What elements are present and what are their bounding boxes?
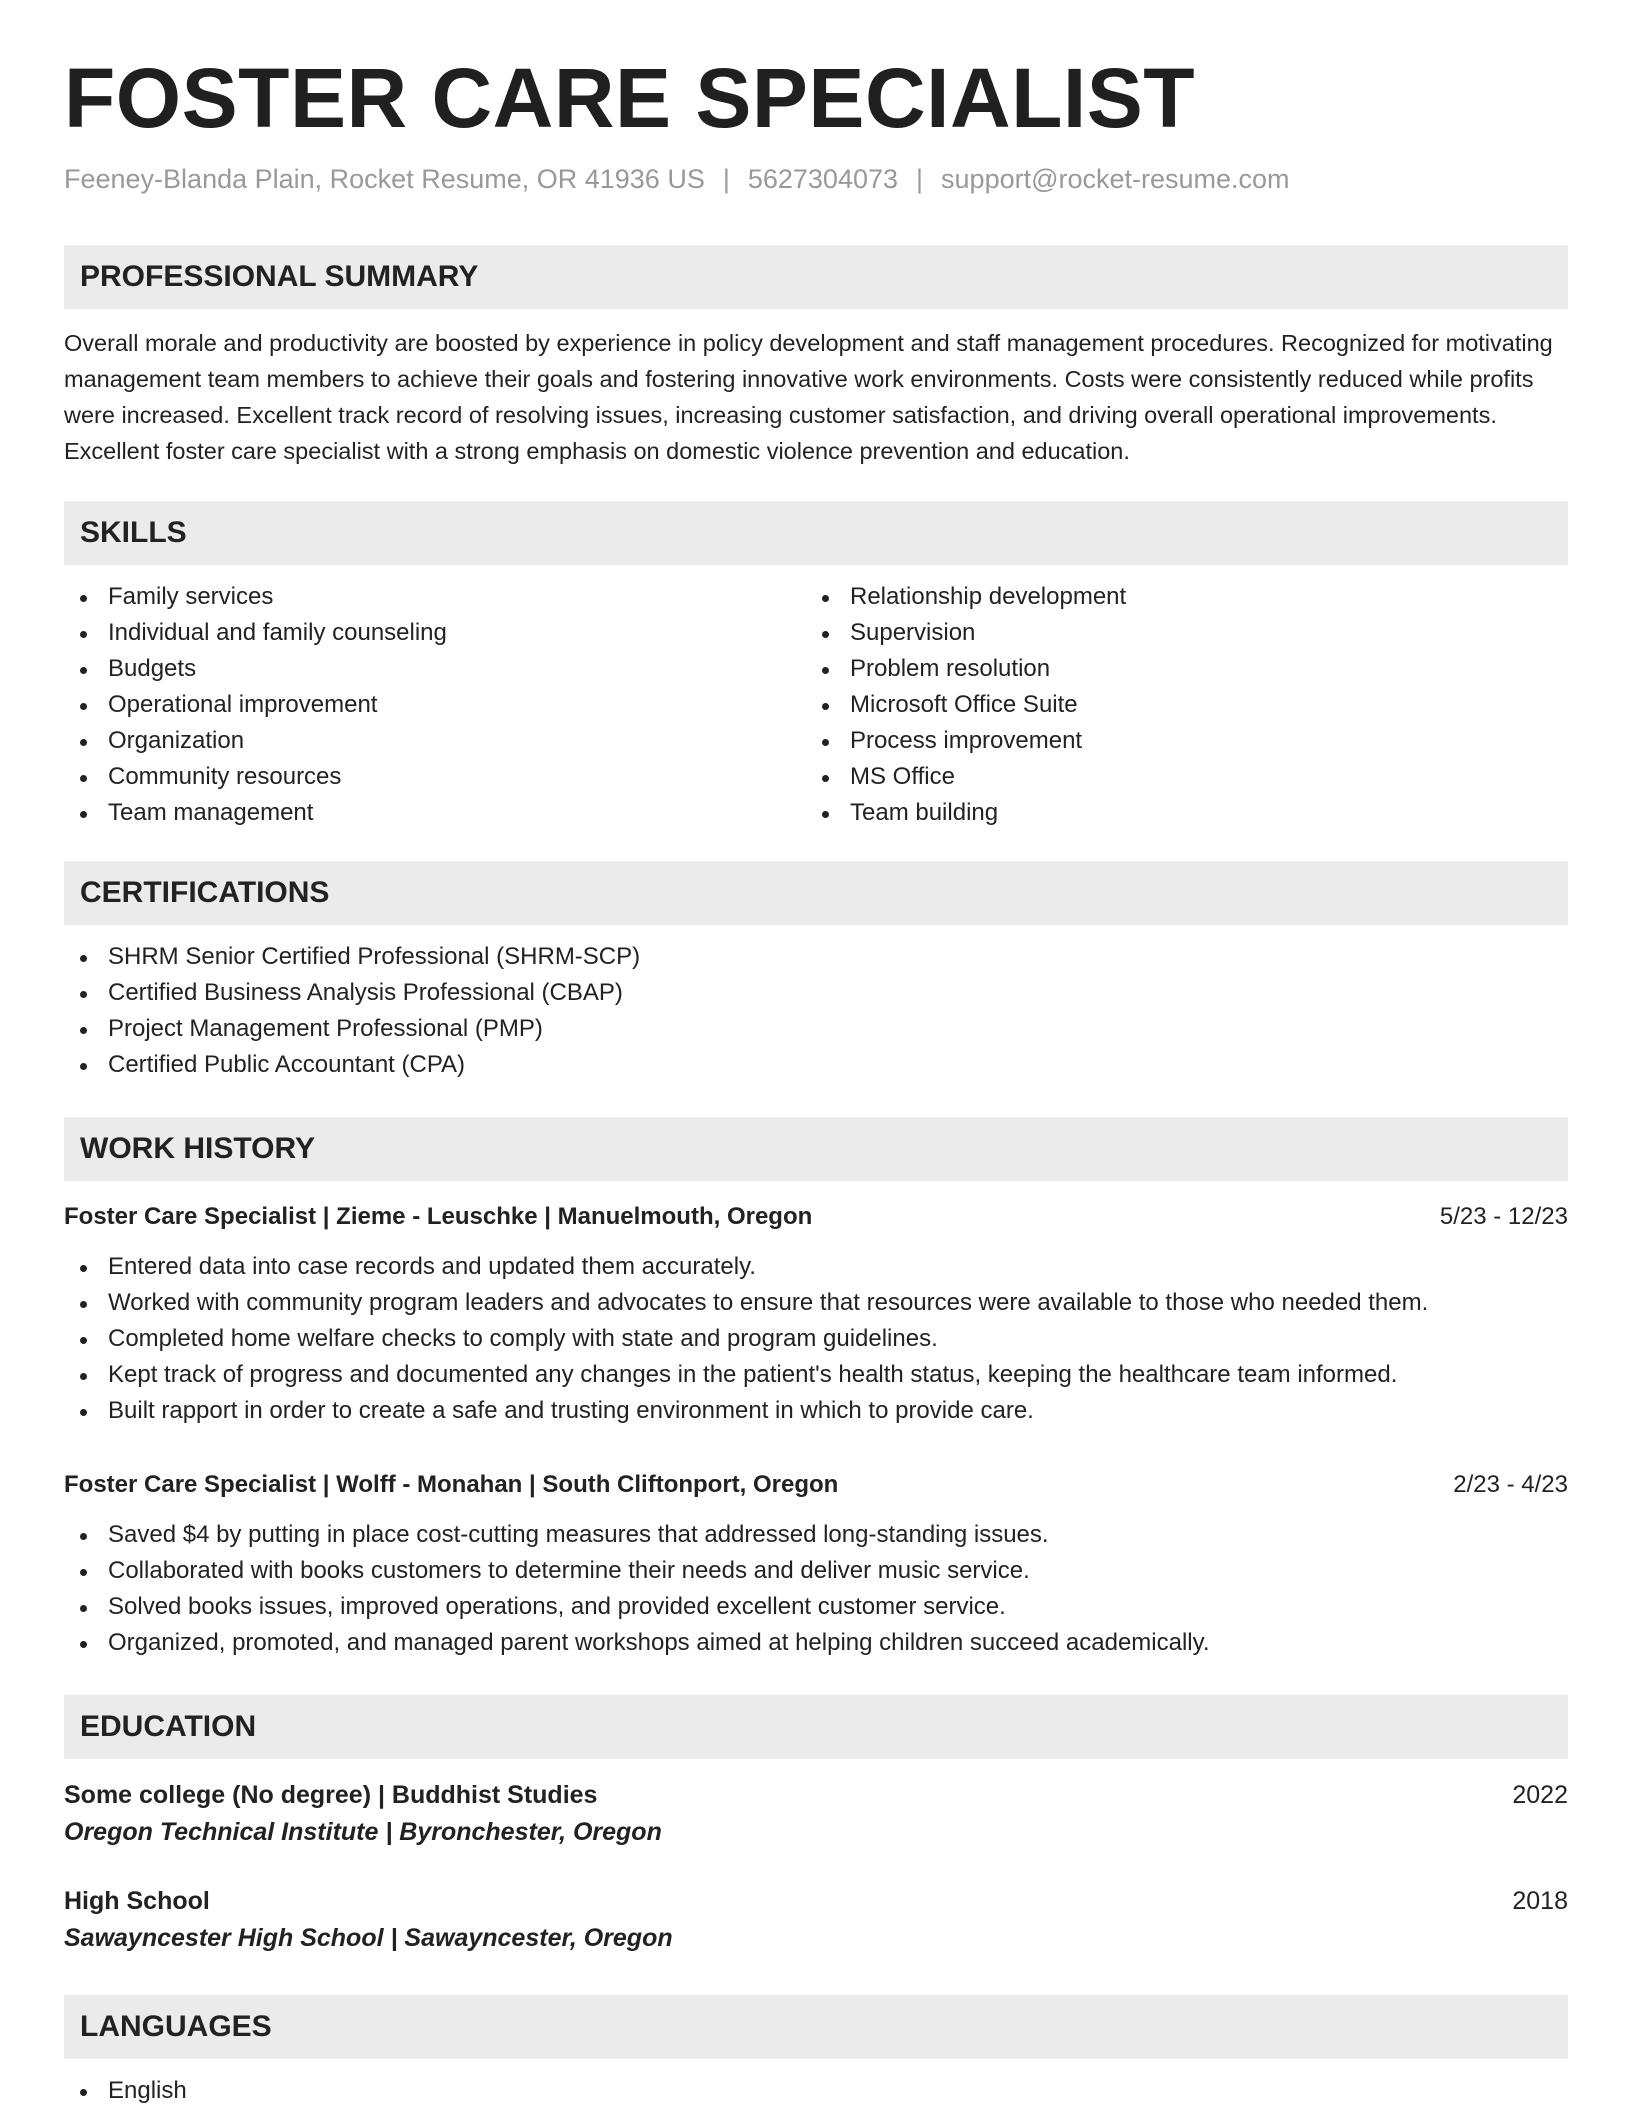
job-duty: Organized, promoted, and managed parent workshops aimed at helping children succeed academically. — [64, 1625, 1568, 1661]
skill-item: Organization — [64, 723, 806, 759]
job-duty: Worked with community program leaders and advocates to ensure that resources were available to those who needed them. — [64, 1285, 1568, 1321]
job-duty: Entered data into case records and updated them accurately. — [64, 1249, 1568, 1285]
job-title: Foster Care Specialist | Wolff - Monahan | South Cliftonport, Oregon — [64, 1471, 839, 1499]
education-header — [64, 1883, 1568, 1919]
skill-item: Budgets — [64, 651, 806, 687]
job-duties — [64, 1517, 1568, 1661]
education-degree: High School — [64, 1887, 210, 1916]
education-year: 2018 — [1512, 1887, 1568, 1916]
skills-heading: SKILLS — [64, 501, 1568, 565]
job-entry — [64, 1467, 1568, 1661]
language-item: English — [64, 2073, 1568, 2109]
skill-item: Operational improvement — [64, 687, 806, 723]
skill-item: Team building — [806, 795, 1548, 831]
education-heading: EDUCATION — [64, 1695, 1568, 1759]
certification-item: Project Management Professional (PMP) — [64, 1011, 1568, 1047]
job-dates: 2/23 - 4/23 — [1453, 1471, 1568, 1499]
job-duty: Saved $4 by putting in place cost-cutting measures that addressed long-standing issues. — [64, 1517, 1568, 1553]
education-entry — [64, 1883, 1568, 1957]
education-degree: Some college (No degree) | Buddhist Studies — [64, 1781, 598, 1810]
job-entry — [64, 1199, 1568, 1429]
skill-item: Family services — [64, 579, 806, 615]
summary-heading: PROFESSIONAL SUMMARY — [64, 245, 1568, 309]
summary-text: Overall morale and productivity are boosted by experience in policy development and staff management procedures. Recognized for motivating management team members to achieve their goals and fostering innovative work environments. Costs were consistently reduced while profits were increased. Excellent track record of resolving issues, increasing customer satisfaction, and driving overall operational improvements. Excellent foster care specialist with a strong emphasis on domestic violence prevention and education. — [64, 330, 1553, 465]
skills-list-right — [806, 579, 1548, 831]
job-header — [64, 1467, 1568, 1503]
skill-item: Microsoft Office Suite — [806, 687, 1548, 723]
skill-item: Problem resolution — [806, 651, 1548, 687]
candidate-name: FOSTER CARE SPECIALIST — [64, 51, 1196, 145]
skill-item: MS Office — [806, 759, 1548, 795]
skill-item: Team management — [64, 795, 806, 831]
skill-item: Relationship development — [806, 579, 1548, 615]
contact-separator: | — [722, 164, 730, 195]
certification-item: Certified Public Accountant (CPA) — [64, 1047, 1568, 1083]
contact-address: Feeney-Blanda Plain, Rocket Resume, OR 41936 US — [64, 164, 705, 195]
job-duty: Completed home welfare checks to comply with state and program guidelines. — [64, 1321, 1568, 1357]
skill-item: Process improvement — [806, 723, 1548, 759]
skills-grid — [64, 579, 1568, 831]
job-header — [64, 1199, 1568, 1235]
job-duty: Built rapport in order to create a safe and trusting environment in which to provide care. — [64, 1393, 1568, 1429]
contact-email[interactable]: support@rocket-resume.com — [941, 164, 1290, 195]
certification-item: SHRM Senior Certified Professional (SHRM-SCP) — [64, 939, 1568, 975]
job-duties — [64, 1249, 1568, 1429]
certifications-heading: CERTIFICATIONS — [64, 861, 1568, 925]
education-school: Sawayncester High School | Sawayncester, Oregon — [64, 1924, 673, 1953]
contact-separator: | — [916, 164, 924, 195]
certifications-list — [64, 939, 1568, 1083]
education-entry — [64, 1777, 1568, 1851]
skill-item: Supervision — [806, 615, 1548, 651]
languages-heading: LANGUAGES — [64, 1995, 1568, 2059]
job-duty: Solved books issues, improved operations, and provided excellent customer service. — [64, 1589, 1568, 1625]
contact-phone: 5627304073 — [747, 164, 899, 195]
job-title: Foster Care Specialist | Zieme - Leuschke | Manuelmouth, Oregon — [64, 1203, 813, 1231]
education-header — [64, 1777, 1568, 1813]
job-duty: Collaborated with books customers to determine their needs and deliver music service. — [64, 1553, 1568, 1589]
certification-item: Certified Business Analysis Professional (CBAP) — [64, 975, 1568, 1011]
job-dates: 5/23 - 12/23 — [1439, 1203, 1568, 1231]
skill-item: Community resources — [64, 759, 806, 795]
skill-item: Individual and family counseling — [64, 615, 806, 651]
skills-list-left — [64, 579, 806, 831]
contact-line — [64, 164, 1568, 195]
job-duty: Kept track of progress and documented any changes in the patient's health status, keeping the healthcare team informed. — [64, 1357, 1568, 1393]
education-year: 2022 — [1512, 1781, 1568, 1810]
languages-list — [64, 2073, 1568, 2109]
education-school: Oregon Technical Institute | Byronchester, Oregon — [64, 1818, 662, 1847]
work-history-heading: WORK HISTORY — [64, 1117, 1568, 1181]
